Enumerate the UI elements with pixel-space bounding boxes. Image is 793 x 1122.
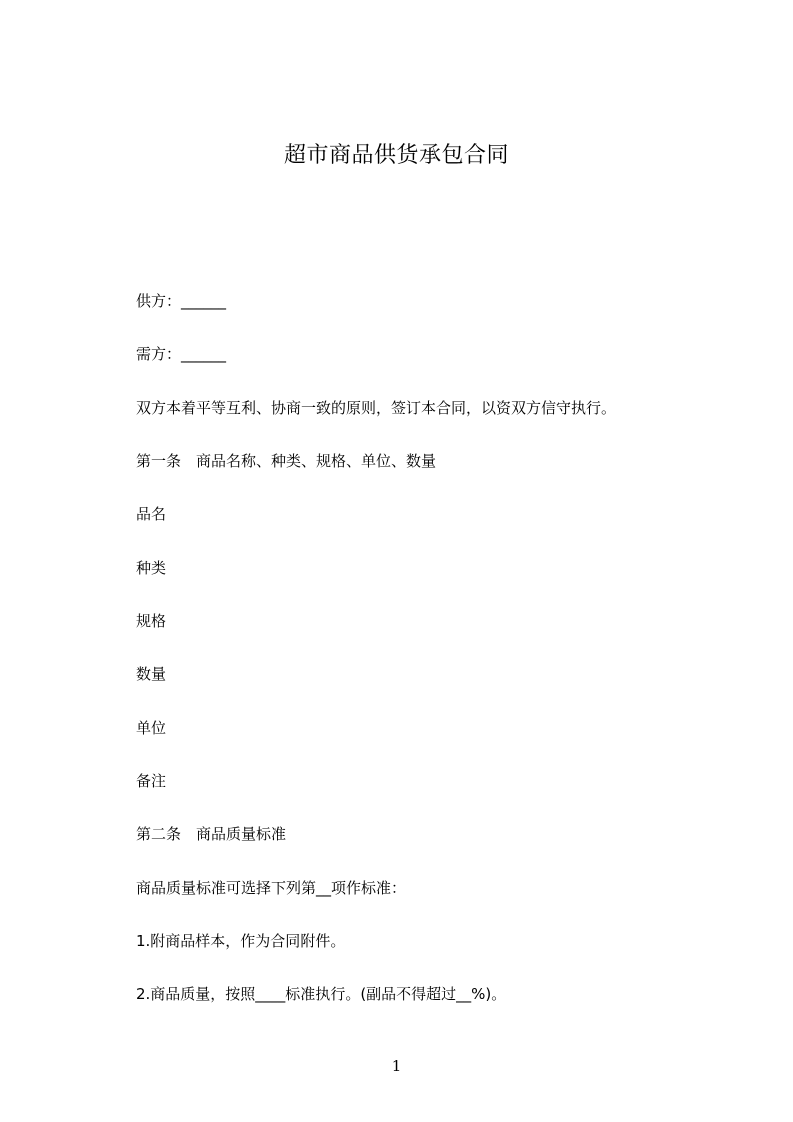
article-2-heading: 第二条 商品质量标准 (136, 825, 287, 843)
supplier-line: 供方：______ (136, 292, 227, 310)
field-category: 种类 (136, 559, 167, 577)
buyer-line: 需方：______ (136, 345, 227, 363)
field-remarks: 备注 (136, 772, 167, 790)
field-specification: 规格 (136, 612, 167, 630)
field-unit: 单位 (136, 719, 167, 737)
preamble-paragraph: 双方本着平等互利、协商一致的原则，签订本合同，以资双方信守执行。 (136, 399, 617, 417)
document-title: 超市商品供货承包合同 (283, 143, 509, 168)
field-product-name: 品名 (136, 505, 167, 523)
quality-option-2: 2.商品质量，按照____标准执行。(副品不得超过__%)。 (136, 985, 507, 1003)
field-quantity: 数量 (136, 665, 167, 683)
page-number: 1 (391, 1057, 402, 1075)
quality-standard-intro: 商品质量标准可选择下列第__项作标准： (136, 879, 407, 897)
article-1-heading: 第一条 商品名称、种类、规格、单位、数量 (136, 452, 437, 470)
quality-option-1: 1.附商品样本，作为合同附件。 (136, 932, 346, 950)
